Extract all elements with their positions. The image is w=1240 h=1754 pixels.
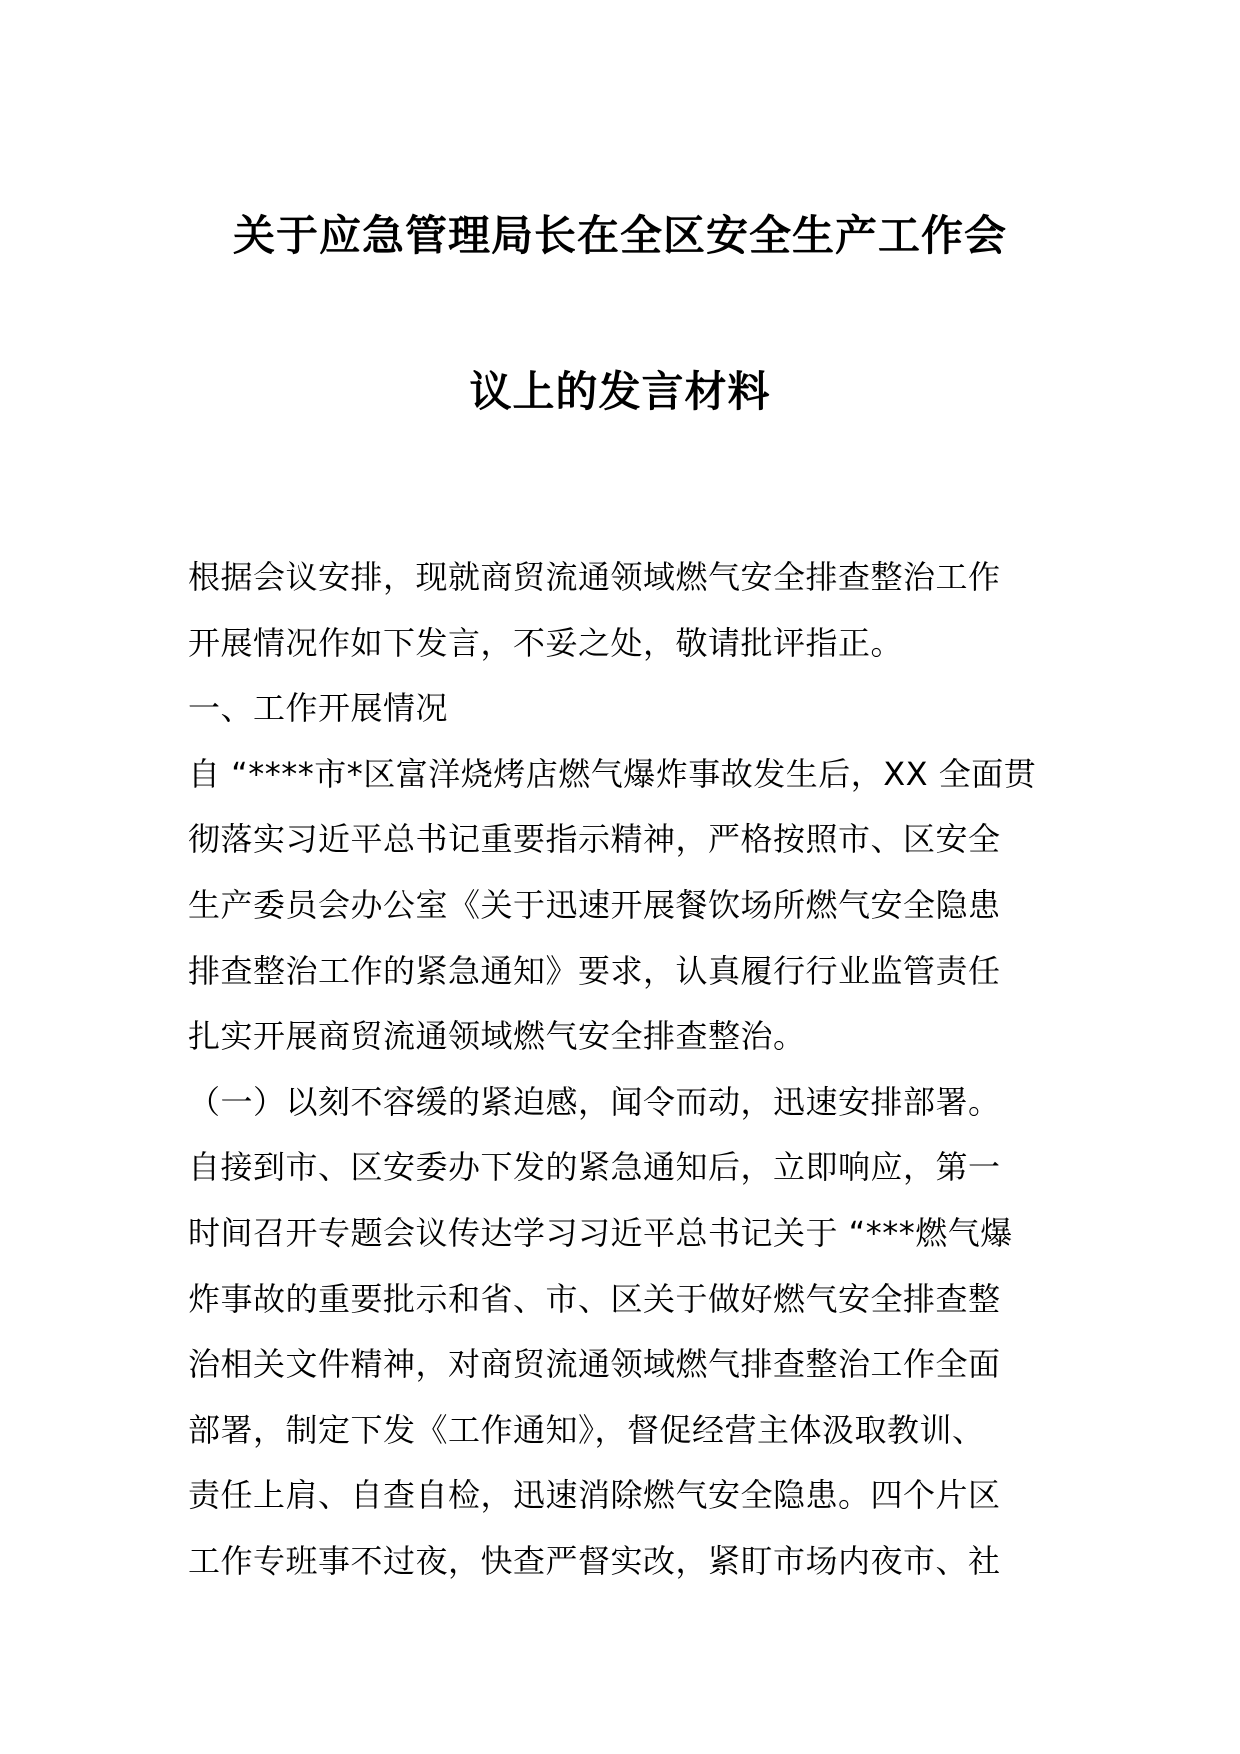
document-body — [188, 545, 1058, 1595]
body-line: 扎实开展商贸流通领域燃气安全排查整治。 — [188, 1017, 806, 1056]
section-heading: 一、工作开展情况 — [188, 689, 449, 728]
body-line: 炸事故的重要批示和省、市、区关于做好燃气安全排查整 — [188, 1279, 1001, 1318]
body-line: 工作专班事不过夜，快查严督实改，紧盯市场内夜市、社 — [188, 1541, 1001, 1580]
body-line: 生产委员会办公室《关于迅速开展餐饮场所燃气安全隐患 — [188, 885, 1001, 924]
body-line: 排查整治工作的紧急通知》要求，认真履行行业监管责任 — [188, 951, 1001, 990]
body-line: 自 “****市*区富洋烧烤店燃气爆炸事故发生后，XX 全面贯 — [188, 754, 1037, 793]
body-line: 时间召开专题会议传达学习习近平总书记关于 “***燃气爆 — [188, 1213, 1013, 1252]
body-line: 责任上肩、自查自检，迅速消除燃气安全隐患。四个片区 — [188, 1476, 1001, 1515]
body-line: 开展情况作如下发言，不妥之处，敬请批评指正。 — [188, 623, 904, 662]
body-line: 彻落实习近平总书记重要指示精神，严格按照市、区安全 — [188, 820, 1001, 859]
document-title-line-2: 议上的发言材料 — [469, 367, 771, 416]
body-line: 根据会议安排，现就商贸流通领域燃气安全排查整治工作 — [188, 558, 1001, 596]
body-line: 部署，制定下发《工作通知》，督促经营主体汲取教训、 — [188, 1410, 985, 1449]
body-line: 治相关文件精神，对商贸流通领域燃气排查整治工作全面 — [188, 1345, 1001, 1384]
body-line: 自接到市、区安委办下发的紧急通知后，立即响应，第一 — [188, 1148, 1001, 1187]
document-title-line-1: 关于应急管理局长在全区安全生产工作会 — [232, 211, 1007, 260]
subsection-heading: （一）以刻不容缓的紧迫感，闻令而动，迅速安排部署。 — [188, 1082, 1001, 1121]
